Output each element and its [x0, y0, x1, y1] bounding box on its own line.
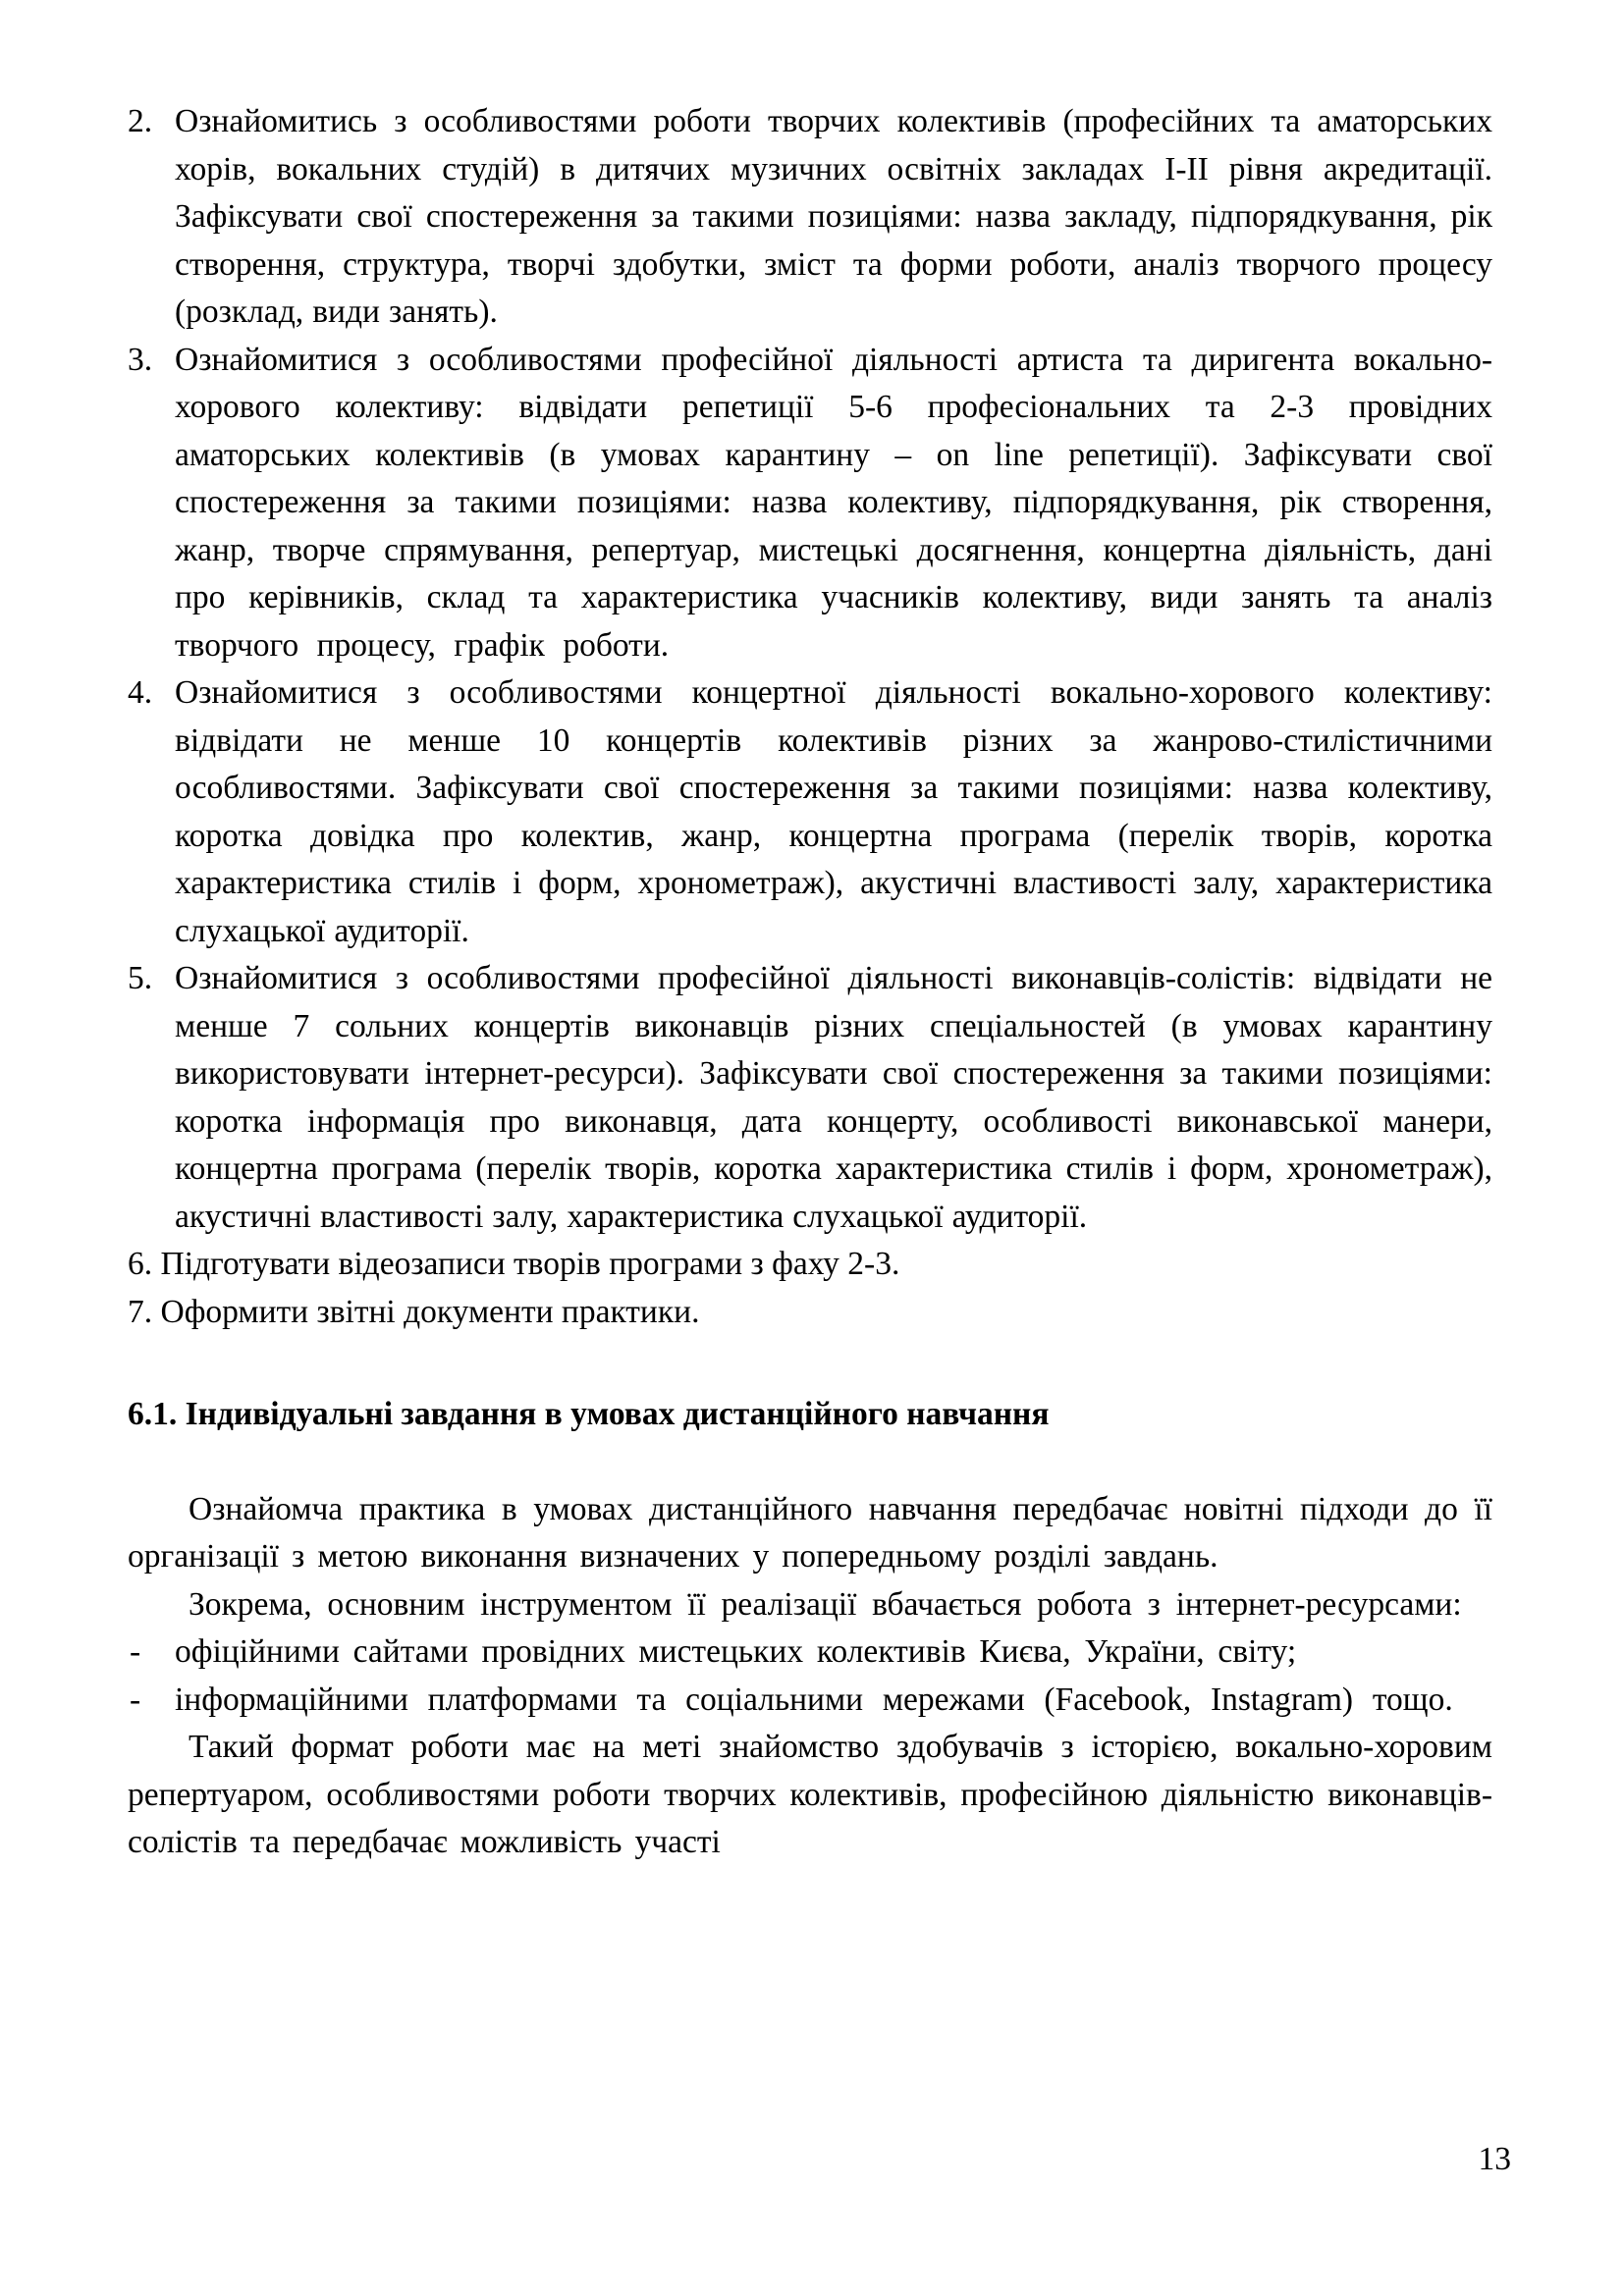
body-paragraph: Ознайомча практика в умовах дистанційного навчання передбачає новітні підходи до її організації з метою виконання визначених у попередньому розділі завдань.	[128, 1490, 1492, 1575]
list-item-text: Підготувати відеозаписи творів програми з фаху 2-3.	[160, 1246, 900, 1282]
list-item	[128, 1241, 1492, 1289]
list-item-text: Ознайомитися з особливостями концертної діяльності вокально-хорового колективу: відвідати не менше 10 концертів колективів різних за жанрово-стилістичними особливостями. Зафіксувати свої спостереження за такими позиціями: назва колективу, коротка довідка про колектив, жанр, концертна програма (перелік творів, коротка характеристика стилів і форм, хронометраж), акустичні властивості залу, характеристика слухацької аудиторії.	[175, 674, 1492, 949]
page-number: 13	[1478, 2141, 1511, 2177]
list-item-marker: 2.	[128, 103, 153, 139]
list-item-marker: 7.	[128, 1293, 153, 1330]
dash-marker: -	[130, 1633, 141, 1670]
list-item-text: Ознайомитися з особливостями професійної діяльності виконавців-солістів: відвідати не менше 7 сольних концертів виконавців різних спеціальностей (в умовах карантину використовувати інтернет-ресурси). Зафіксувати свої спостереження за такими позиціями: коротка інформація про виконавця, дата концерту, особливості виконавської манери, концертна програма (перелік творів, коротка характеристика стилів і форм, хронометраж), акустичні властивості залу, характеристика слухацької аудиторії.	[175, 960, 1492, 1235]
list-item-text: Ознайомитися з особливостями професійної діяльності артиста та диригента вокально-хорового колективу: відвідати репетиції 5-6 професіональних та 2-3 провідних аматорських колективів (в умовах карантину – on line репетиції). Зафіксувати свої спостереження за такими позиціями: назва колективу, підпорядкування, рік створення, жанр, творче спрямування, репертуар, мистецькі досягнення, концертна діяльність, дані про керівників, склад та характеристика учасників колективу, види занять та аналіз творчого процесу, графік роботи.	[175, 341, 1492, 664]
list-item	[128, 669, 1492, 955]
list-item-text: офіційними сайтами провідних мистецьких колективів Києва, України, світу;	[175, 1633, 1297, 1670]
body-paragraph: Такий формат роботи має на меті знайомство здобувачів з історією, вокально-хоровим репертуаром, особливостями роботи творчих колективів, професійною діяльністю виконавців-солістів та передбачає можливість участі	[128, 1729, 1492, 1860]
body-paragraph: Зокрема, основним інструментом її реалізації вбачається робота з інтернет-ресурсами:	[189, 1585, 1462, 1623]
list-item-marker: 3.	[128, 341, 153, 378]
dash-marker: -	[130, 1681, 141, 1718]
list-item-text: Ознайомитись з особливостями роботи творчих колективів (професійних та аматорських хорів, вокальних студій) в дитячих музичних освітніх закладах І-ІІ рівня акредитації. Зафіксувати свої спостереження за такими позиціями: назва закладу, підпорядкування, рік створення, структура, творчі здобутки, зміст та форми роботи, аналіз творчого процесу (розклад, види занять).	[175, 103, 1492, 330]
section-heading: 6.1. Індивідуальні завдання в умовах дистанційного навчання	[128, 1396, 1050, 1432]
list-item	[128, 337, 1492, 670]
list-item-text: інформаційними платформами та соціальними мережами (Facebook, Instagram) тощо.	[175, 1681, 1453, 1718]
list-item	[128, 1289, 1492, 1337]
list-item-marker: 6.	[128, 1246, 153, 1282]
list-item	[128, 1629, 1492, 1677]
list-item	[128, 955, 1492, 1241]
list-item	[128, 98, 1492, 337]
task-list	[128, 98, 1492, 1336]
page-content	[128, 98, 1492, 1867]
list-item	[128, 1677, 1492, 1725]
list-item-text: Оформити звітні документи практики.	[160, 1293, 700, 1330]
list-item-marker: 5.	[128, 960, 153, 996]
list-item-marker: 4.	[128, 674, 153, 711]
resource-list	[128, 1629, 1492, 1724]
